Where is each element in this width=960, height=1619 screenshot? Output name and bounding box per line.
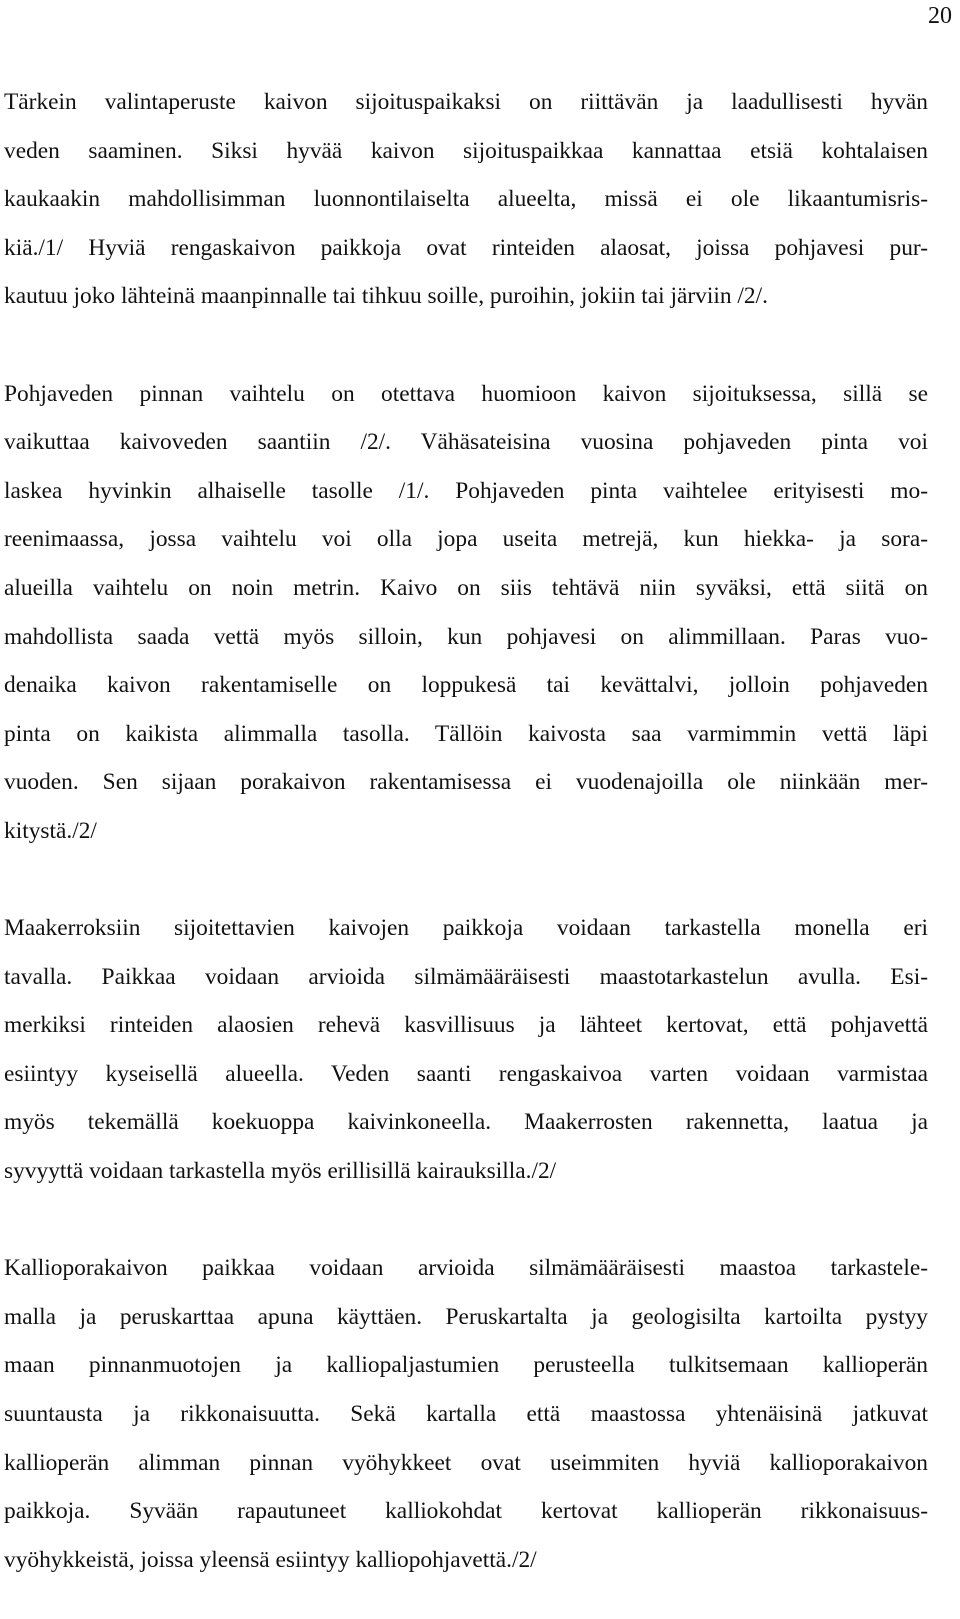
paragraph-bedrock-wells	[4, 1244, 928, 1584]
paragraph-soil-wells	[4, 904, 928, 1196]
text-line: kiä./1/ Hyviä rengaskaivon paikkoja ovat rinteiden alaosat, joissa pohjavesi pur-	[4, 234, 928, 261]
text-line: Pohjaveden pinnan vaihtelu on otettava huomioon kaivon sijoituksessa, sillä se	[4, 380, 928, 407]
text-line: suuntausta ja rikkonaisuutta. Sekä kartalla että maastossa yhtenäisinä jatkuvat	[4, 1401, 928, 1428]
paragraph-well-location	[4, 78, 928, 321]
paragraph-spacer	[4, 856, 928, 905]
text-line: tavalla. Paikkaa voidaan arvioida silmämääräisesti maastotarkastelun avulla. Esi-	[4, 963, 928, 990]
text-line: maan pinnanmuotojen ja kalliopaljastumien perusteella tulkitsemaan kallioperän	[4, 1352, 928, 1379]
paragraph-groundwater-level	[4, 370, 928, 856]
document-body	[4, 78, 928, 1584]
text-line: Tärkein valintaperuste kaivon sijoituspaikaksi on riittävän ja laadullisesti hyvän	[4, 89, 928, 115]
text-line: vyöhykkeistä, joissa yleensä esiintyy kalliopohjavettä./2/	[4, 1546, 537, 1573]
text-line: malla ja peruskarttaa apuna käyttäen. Peruskartalta ja geologisilta kartoilta pystyy	[4, 1303, 928, 1330]
text-line: esiintyy kyseisellä alueella. Veden saanti rengaskaivoa varten voidaan varmistaa	[4, 1060, 928, 1087]
text-line: merkiksi rinteiden alaosien rehevä kasvillisuus ja lähteet kertovat, että pohjavettä	[4, 1012, 928, 1039]
text-line: syvyyttä voidaan tarkastella myös erillisillä kairauksilla./2/	[4, 1158, 557, 1185]
text-line: kitystä./2/	[4, 817, 97, 844]
paragraph-spacer	[4, 321, 928, 370]
text-line: pinta on kaikista alimmalla tasolla. Tällöin kaivosta saa varmimmin vettä läpi	[4, 720, 928, 747]
text-line: paikkoja. Syvään rapautuneet kalliokohdat kertovat kallioperän rikkonaisuus-	[4, 1498, 928, 1525]
text-line: veden saaminen. Siksi hyvää kaivon sijoituspaikkaa kannattaa etsiä kohtalaisen	[4, 137, 928, 164]
text-line: Kallioporakaivon paikkaa voidaan arvioida silmämääräisesti maastoa tarkastele-	[4, 1255, 928, 1282]
text-line: vaikuttaa kaivoveden saantiin /2/. Vähäsateisina vuosina pohjaveden pinta voi	[4, 429, 928, 456]
text-line: mahdollista saada vettä myös silloin, kun pohjavesi on alimmillaan. Paras vuo-	[4, 623, 928, 650]
page-number: 20	[928, 3, 952, 29]
text-line: kallioperän alimman pinnan vyöhykkeet ovat useimmiten hyviä kallioporakaivon	[4, 1449, 928, 1476]
text-line: denaika kaivon rakentamiselle on loppukesä tai kevättalvi, jolloin pohjaveden	[4, 672, 928, 699]
text-line: myös tekemällä koekuoppa kaivinkoneella. Maakerrosten rakennetta, laatua ja	[4, 1109, 928, 1136]
text-line: laskea hyvinkin alhaiselle tasolle /1/. Pohjaveden pinta vaihtelee erityisesti mo-	[4, 477, 928, 504]
text-line: vuoden. Sen sijaan porakaivon rakentamisessa ei vuodenajoilla ole niinkään mer-	[4, 769, 928, 796]
paragraph-spacer	[4, 1196, 928, 1245]
text-line: reenimaassa, jossa vaihtelu voi olla jopa useita metrejä, kun hiekka- ja sora-	[4, 526, 928, 553]
text-line: kaukaakin mahdollisimman luonnontilaiselta alueelta, missä ei ole likaantumisris-	[4, 186, 928, 213]
text-line: alueilla vaihtelu on noin metrin. Kaivo on siis tehtävä niin syväksi, että siitä on	[4, 574, 928, 601]
text-line: kautuu joko lähteinä maanpinnalle tai tihkuu soille, puroihin, jokiin tai järviin /2/.	[4, 283, 768, 310]
text-line: Maakerroksiin sijoitettavien kaivojen paikkoja voidaan tarkastella monella eri	[4, 915, 928, 942]
